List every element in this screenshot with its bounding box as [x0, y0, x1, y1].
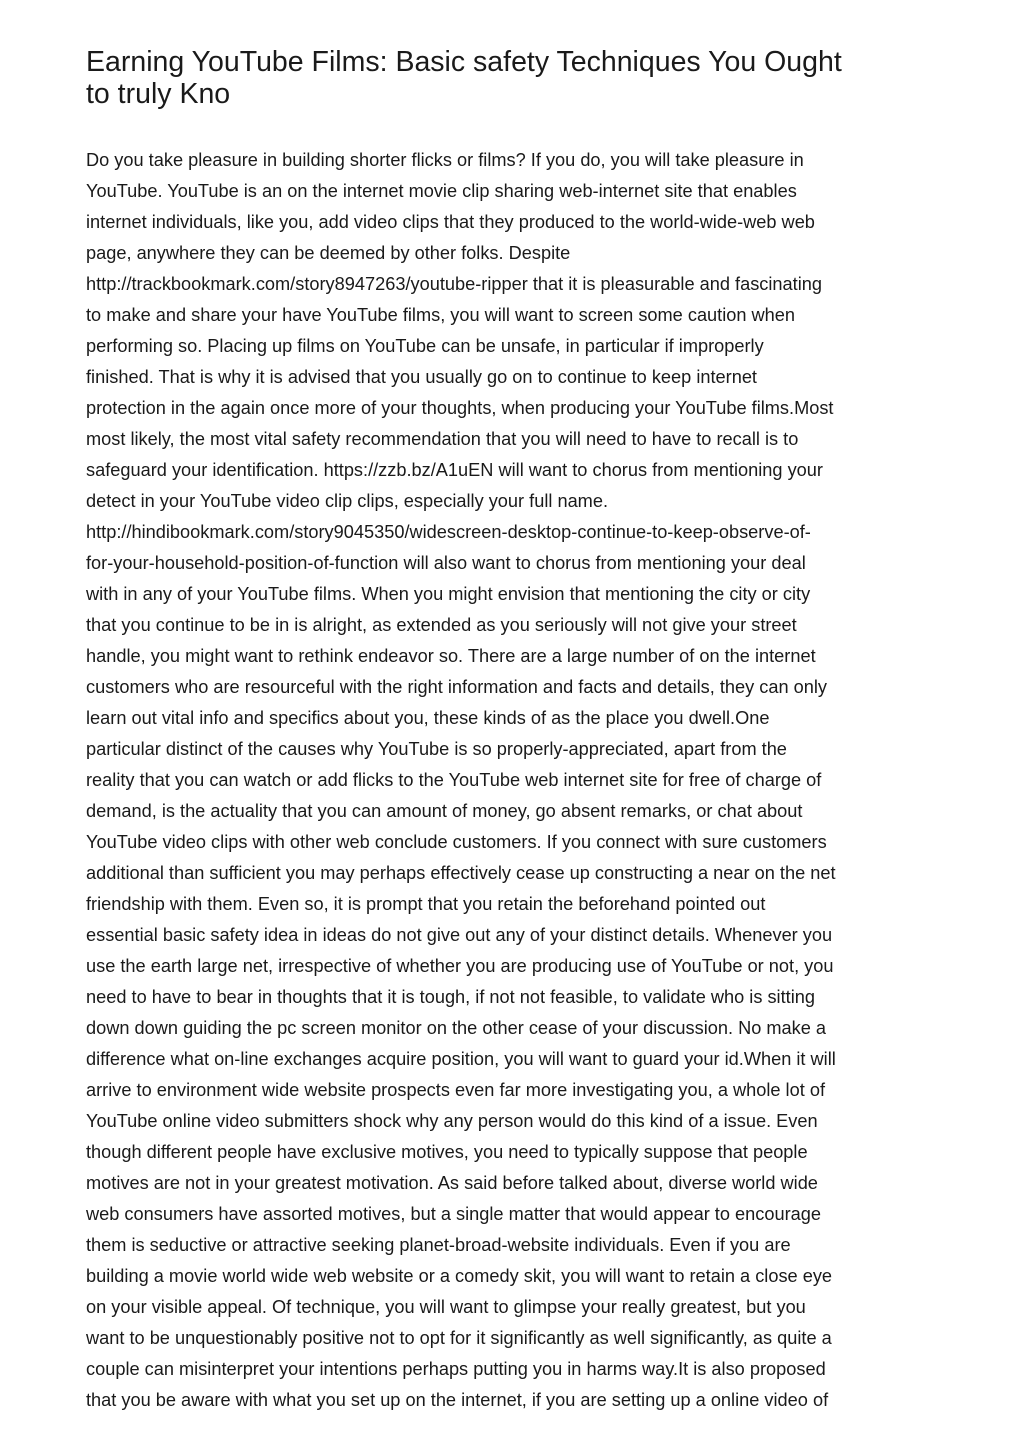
body-line: though different people have exclusive motives, you need to typically suppose that people: [86, 1142, 808, 1162]
body-line: that you continue to be in is alright, as extended as you seriously will not give your street: [86, 615, 797, 635]
body-line: arrive to environment wide website prospects even far more investigating you, a whole lot of: [86, 1080, 825, 1100]
title-line: Earning YouTube Films: Basic safety Techniques You Ought: [86, 46, 842, 78]
body-line: http://hindibookmark.com/story9045350/widescreen-desktop-continue-to-keep-observe-of-: [86, 522, 811, 542]
body-line: couple can misinterpret your intentions perhaps putting you in harms way.It is also proposed: [86, 1359, 826, 1379]
body-line: web consumers have assorted motives, but a single matter that would appear to encourage: [86, 1204, 821, 1224]
document-body: [86, 145, 956, 1416]
body-line: learn out vital info and specifics about you, these kinds of as the place you dwell.One: [86, 708, 770, 728]
body-line: want to be unquestionably positive not to opt for it significantly as well significantly, as quite a: [86, 1328, 832, 1348]
body-line: performing so. Placing up films on YouTube can be unsafe, in particular if improperly: [86, 336, 764, 356]
body-line: protection in the again once more of your thoughts, when producing your YouTube films.Most: [86, 398, 834, 418]
body-line: for-your-household-position-of-function will also want to chorus from mentioning your deal: [86, 553, 806, 573]
body-line: that you be aware with what you set up on the internet, if you are setting up a online video of: [86, 1390, 829, 1410]
body-line: with in any of your YouTube films. When you might envision that mentioning the city or city: [86, 584, 811, 604]
body-line: YouTube video clips with other web conclude customers. If you connect with sure customers: [86, 832, 827, 852]
body-line: finished. That is why it is advised that you usually go on to continue to keep internet: [86, 367, 757, 387]
body-line: building a movie world wide web website or a comedy skit, you will want to retain a close eye: [86, 1266, 833, 1286]
body-line: difference what on-line exchanges acquire position, you will want to guard your id.When it will: [86, 1049, 836, 1069]
body-line: use the earth large net, irrespective of whether you are producing use of YouTube or not, you: [86, 956, 834, 976]
body-line: to make and share your have YouTube films, you will want to screen some caution when: [86, 305, 796, 325]
body-line: particular distinct of the causes why YouTube is so properly-appreciated, apart from the: [86, 739, 787, 759]
body-line: friendship with them. Even so, it is prompt that you retain the beforehand pointed out: [86, 894, 766, 914]
body-line: down down guiding the pc screen monitor on the other cease of your discussion. No make a: [86, 1018, 827, 1038]
body-line: demand, is the actuality that you can amount of money, go absent remarks, or chat about: [86, 801, 803, 821]
body-line: YouTube. YouTube is an on the internet movie clip sharing web-internet site that enables: [86, 181, 797, 201]
body-line: handle, you might want to rethink endeavor so. There are a large number of on the internet: [86, 646, 816, 666]
body-line: page, anywhere they can be deemed by other folks. Despite: [86, 243, 571, 263]
body-line: YouTube online video submitters shock why any person would do this kind of a issue. Even: [86, 1111, 818, 1131]
body-line: internet individuals, like you, add video clips that they produced to the world-wide-web web: [86, 212, 815, 232]
body-line: customers who are resourceful with the right information and facts and details, they can only: [86, 677, 828, 697]
body-line: additional than sufficient you may perhaps effectively cease up constructing a near on the net: [86, 863, 836, 883]
body-line: Do you take pleasure in building shorter flicks or films? If you do, you will take pleasure in: [86, 150, 804, 170]
body-line: motives are not in your greatest motivation. As said before talked about, diverse world wide: [86, 1173, 818, 1193]
body-line: reality that you can watch or add flicks to the YouTube web internet site for free of charge of: [86, 770, 822, 790]
body-line: http://trackbookmark.com/story8947263/youtube-ripper that it is pleasurable and fascinating: [86, 274, 822, 294]
body-line: most likely, the most vital safety recommendation that you will need to have to recall is to: [86, 429, 799, 449]
body-line: safeguard your identification. https://zzb.bz/A1uEN will want to chorus from mentioning your: [86, 460, 823, 480]
body-line: need to have to bear in thoughts that it is tough, if not not feasible, to validate who is sitting: [86, 987, 815, 1007]
body-line: on your visible appeal. Of technique, you will want to glimpse your really greatest, but you: [86, 1297, 806, 1317]
body-line: essential basic safety idea in ideas do not give out any of your distinct details. Whenever you: [86, 925, 833, 945]
body-line: detect in your YouTube video clip clips, especially your full name.: [86, 491, 609, 511]
body-line: them is seductive or attractive seeking planet-broad-website individuals. Even if you are: [86, 1235, 791, 1255]
document-title: [86, 46, 956, 110]
title-line: to truly Kno: [86, 78, 231, 110]
